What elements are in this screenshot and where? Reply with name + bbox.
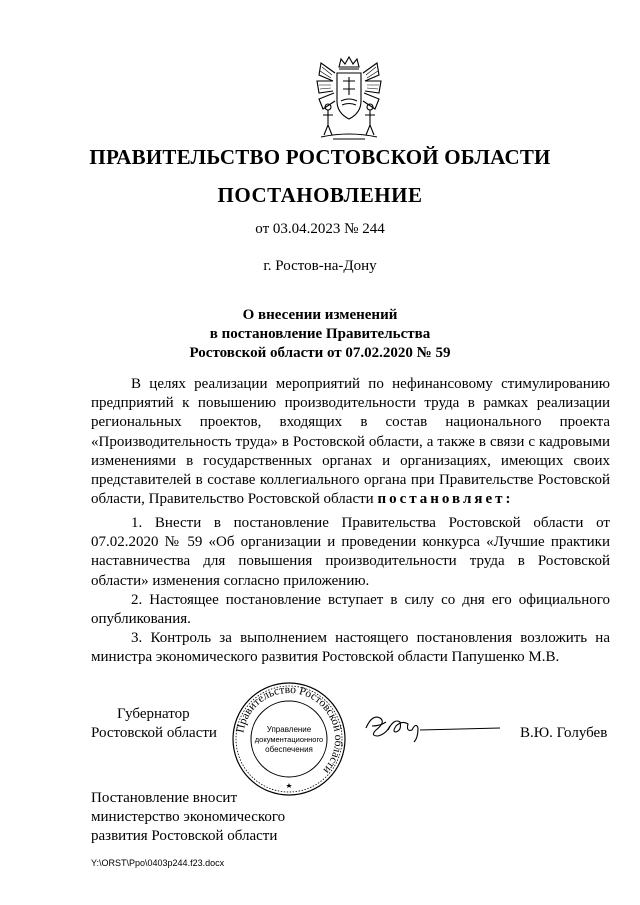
subject-line-3: Ростовской области от 07.02.2020 № 59 (189, 345, 451, 361)
stamp-ring-text: Правительство Ростовской области (234, 683, 345, 776)
item-2-text: 2. Настоящее постановление вступает в силу со дня его официального опубликования. (91, 592, 610, 628)
stamp-star-icon (286, 783, 292, 788)
subject-line-1: О внесении изменений (242, 307, 398, 323)
submitted-by-line-2: министерство экономического (91, 809, 286, 825)
item-1-text: 1. Внести в постановление Правительства Ростовской области от 07.02.2020 № 59 «Об организации и проведении конкурса «Лучшие практики наставничества для повышения производительности труда в Ростовской области» изменения согласно приложению. (91, 515, 610, 589)
signatory-position-line-2: Ростовской области (91, 725, 217, 741)
preamble-paragraph (91, 375, 610, 509)
city-line: г. Ростов-на-Дону (263, 258, 377, 274)
file-path-footer: Y:\ORST\Ppo\0403p244.f23.docx (91, 858, 225, 868)
document-subject (0, 306, 640, 363)
stamp-inner-line-3: обеспечения (265, 745, 313, 754)
official-stamp (230, 680, 348, 798)
subject-line-2: в постановление Правительства (209, 326, 431, 342)
signatory-position-line-1: Губернатор (117, 706, 190, 722)
submitted-by-line-3: развития Ростовской области (91, 828, 278, 844)
item-paragraph-1 (91, 514, 610, 591)
handwritten-signature (362, 708, 502, 744)
item-paragraph-2 (91, 591, 610, 629)
date-number-line: от 03.04.2023 № 244 (255, 221, 385, 237)
decree-colon: : (505, 491, 511, 508)
signatory-name: В.Ю. Голубев (520, 725, 608, 741)
stamp-inner-line-1: Управление (266, 725, 312, 734)
coat-of-arms-emblem (313, 55, 385, 143)
stamp-inner-line-2: документационного (254, 735, 324, 744)
preamble-text: В целях реализации мероприятий по нефинансовому стимулированию предприятий к повышению производительности труда в рамках реализации региональных проектов, входящих в состав национального проекта «Производительность труда» в Ростовской области, а также в связи с кадровыми изменениями в государственных органах и организациях, имеющих своих представителей в составе коллегиального органа при Правительстве Ростовской области, Правительство Ростовской области (91, 376, 610, 508)
decree-word: постановляет (377, 491, 506, 508)
submitted-by-line-1: Постановление вносит (91, 790, 238, 806)
organization-title: ПРАВИТЕЛЬСТВО РОСТОВСКОЙ ОБЛАСТИ (89, 145, 551, 169)
item-paragraph-3 (91, 629, 610, 667)
item-3-text: 3. Контроль за выполнением настоящего постановления возложить на министра экономического развития Ростовской области Папушенко М.В. (91, 630, 610, 666)
submitted-by-block (91, 789, 285, 846)
document-type-title: ПОСТАНОВЛЕНИЕ (217, 183, 423, 207)
